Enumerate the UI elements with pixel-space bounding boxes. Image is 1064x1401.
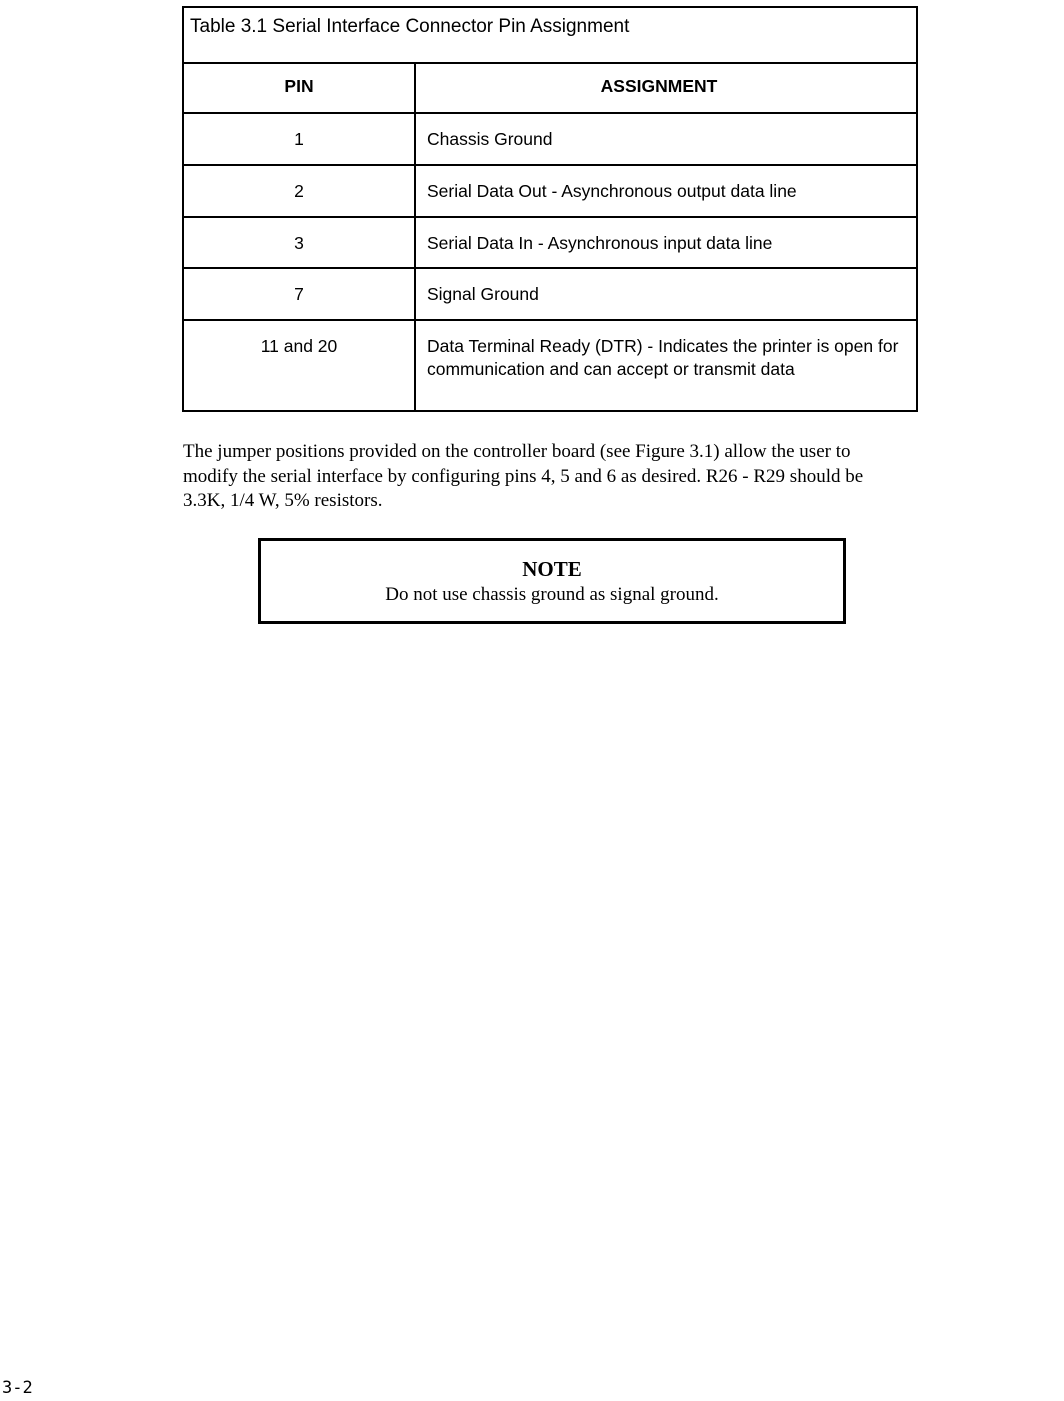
assignment-cell: Serial Data In - Asynchronous input data line <box>427 233 773 253</box>
assignment-cell: Serial Data Out - Asynchronous output data line <box>427 181 797 201</box>
pin-assignment-table <box>182 6 918 412</box>
page-number: 3-2 <box>2 1378 33 1398</box>
pin-cell: 1 <box>184 114 416 164</box>
pin-cell: 7 <box>184 269 416 319</box>
body-paragraph: The jumper positions provided on the controller board (see Figure 3.1) allow the user to modify the serial interface by configuring pins 4, 5 and 6 as desired. R26 - R29 should be 3.3K, 1/4 W, 5% resistors. <box>183 441 864 511</box>
table-row <box>184 269 916 321</box>
note-title: NOTE <box>522 557 582 581</box>
assignment-cell: Chassis Ground <box>427 129 553 149</box>
table-caption: Table 3.1 Serial Interface Connector Pin Assignment <box>184 8 916 64</box>
note-text: Do not use chassis ground as signal ground. <box>385 584 719 605</box>
assignment-column-header: ASSIGNMENT <box>600 76 718 96</box>
table-row <box>184 321 916 410</box>
table-row <box>184 166 916 218</box>
pin-cell: 3 <box>184 218 416 267</box>
pin-cell: 2 <box>184 166 416 216</box>
assignment-cell: Signal Ground <box>427 284 539 304</box>
table-row <box>184 114 916 166</box>
pin-cell: 11 and 20 <box>184 321 416 410</box>
assignment-cell: Data Terminal Ready (DTR) - Indicates the printer is open for communication and can accept or transmit data <box>427 336 899 379</box>
pin-column-header: PIN <box>184 64 416 112</box>
note-box <box>258 538 846 624</box>
table-row <box>184 218 916 269</box>
table-header-row <box>184 64 916 114</box>
